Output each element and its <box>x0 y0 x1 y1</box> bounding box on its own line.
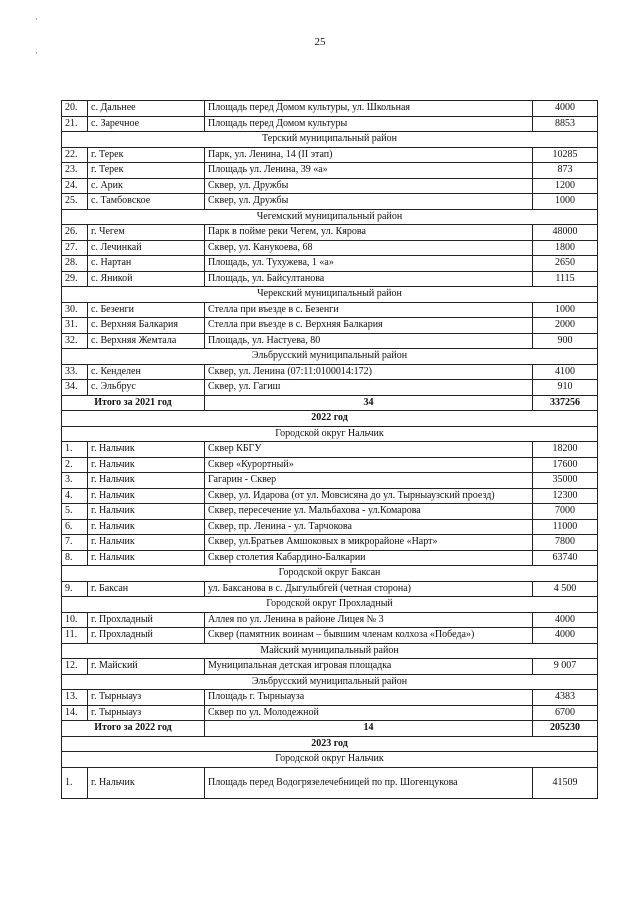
object-location: Сквер КБГУ <box>205 442 533 458</box>
district-name: Городской округ Прохладный <box>62 597 598 613</box>
row-number: 25. <box>62 194 88 210</box>
registry-table-body <box>62 101 598 799</box>
area-value: 10285 <box>533 147 598 163</box>
district-name: Черекский муниципальный район <box>62 287 598 303</box>
area-value: 4 500 <box>533 581 598 597</box>
scan-speck: · <box>35 48 38 58</box>
area-value: 910 <box>533 380 598 396</box>
object-location: Площадь перед Водогрязелечебницей по пр. Шогенцукова <box>205 767 533 798</box>
settlement-name: с. Арик <box>88 178 205 194</box>
settlement-name: г. Нальчик <box>88 535 205 551</box>
table-row <box>62 581 598 597</box>
object-location: Аллея по ул. Ленина в районе Лицея № 3 <box>205 612 533 628</box>
district-header-row <box>62 566 598 582</box>
row-number: 1. <box>62 442 88 458</box>
area-value: 1800 <box>533 240 598 256</box>
district-header-row <box>62 287 598 303</box>
settlement-name: г. Тырныауз <box>88 690 205 706</box>
object-location: Сквер, ул. Дружбы <box>205 194 533 210</box>
object-location: Площадь перед Домом культуры, ул. Школьная <box>205 101 533 117</box>
row-number: 1. <box>62 767 88 798</box>
district-name: Чегемский муниципальный район <box>62 209 598 225</box>
district-name: Городской округ Нальчик <box>62 752 598 768</box>
table-row <box>62 457 598 473</box>
table-row <box>62 271 598 287</box>
settlement-name: г. Чегем <box>88 225 205 241</box>
row-number: 3. <box>62 473 88 489</box>
district-header-row <box>62 752 598 768</box>
area-value: 41509 <box>533 767 598 798</box>
district-name: Эльбрусский муниципальный район <box>62 349 598 365</box>
district-header-row <box>62 674 598 690</box>
object-location: Сквер, пересечение ул. Мальбахова - ул.Комарова <box>205 504 533 520</box>
settlement-name: г. Нальчик <box>88 457 205 473</box>
district-name: Городской округ Баксан <box>62 566 598 582</box>
district-header-row <box>62 349 598 365</box>
year-total-row <box>62 721 598 737</box>
object-location: Сквер по ул. Молодежной <box>205 705 533 721</box>
area-value: 2000 <box>533 318 598 334</box>
settlement-name: с. Нартан <box>88 256 205 272</box>
settlement-name: с. Эльбрус <box>88 380 205 396</box>
area-value: 4100 <box>533 364 598 380</box>
object-location: Площадь г. Тырныауза <box>205 690 533 706</box>
row-number: 6. <box>62 519 88 535</box>
area-value: 900 <box>533 333 598 349</box>
district-header-row <box>62 209 598 225</box>
row-number: 32. <box>62 333 88 349</box>
area-value: 48000 <box>533 225 598 241</box>
settlement-name: г. Нальчик <box>88 519 205 535</box>
district-header-row <box>62 643 598 659</box>
row-number: 14. <box>62 705 88 721</box>
object-location: Сквер, ул. Гагиш <box>205 380 533 396</box>
settlement-name: г. Нальчик <box>88 442 205 458</box>
row-number: 33. <box>62 364 88 380</box>
area-value: 4383 <box>533 690 598 706</box>
year-header-row <box>62 411 598 427</box>
table-row <box>62 256 598 272</box>
district-header-row <box>62 597 598 613</box>
area-value: 873 <box>533 163 598 179</box>
table-row <box>62 612 598 628</box>
row-number: 21. <box>62 116 88 132</box>
settlement-name: с. Тамбовское <box>88 194 205 210</box>
row-number: 29. <box>62 271 88 287</box>
district-name: Терский муниципальный район <box>62 132 598 148</box>
object-location: Сквер (памятник воинам – бывшим членам колхоза «Победа») <box>205 628 533 644</box>
settlement-name: г. Терек <box>88 163 205 179</box>
area-value: 4000 <box>533 628 598 644</box>
total-count: 14 <box>205 721 533 737</box>
table-row <box>62 101 598 117</box>
year-label: 2022 год <box>62 411 598 427</box>
row-number: 24. <box>62 178 88 194</box>
row-number: 12. <box>62 659 88 675</box>
settlement-name: с. Лечинкай <box>88 240 205 256</box>
settlement-name: г. Нальчик <box>88 488 205 504</box>
row-number: 8. <box>62 550 88 566</box>
settlement-name: с. Заречное <box>88 116 205 132</box>
table-row <box>62 240 598 256</box>
object-location: Парк, ул. Ленина, 14 (II этап) <box>205 147 533 163</box>
object-location: Муниципальная детская игровая площадка <box>205 659 533 675</box>
scan-speck: · <box>35 14 38 24</box>
area-value: 1000 <box>533 194 598 210</box>
object-location: Сквер, ул. Идарова (от ул. Мовсисяна до ул. Тырныаузский проезд) <box>205 488 533 504</box>
area-value: 35000 <box>533 473 598 489</box>
table-row <box>62 442 598 458</box>
settlement-name: г. Прохладный <box>88 612 205 628</box>
area-value: 12300 <box>533 488 598 504</box>
table-row <box>62 504 598 520</box>
table-row <box>62 178 598 194</box>
object-location: Стелла при въезде в с. Верхняя Балкария <box>205 318 533 334</box>
object-location: Сквер, ул. Канукоева, 68 <box>205 240 533 256</box>
settlement-name: г. Терек <box>88 147 205 163</box>
district-name: Эльбрусский муниципальный район <box>62 674 598 690</box>
table-row <box>62 318 598 334</box>
district-header-row <box>62 426 598 442</box>
area-value: 17600 <box>533 457 598 473</box>
row-number: 11. <box>62 628 88 644</box>
object-location: ул. Баксанова в с. Дыгулыбгей (четная сторона) <box>205 581 533 597</box>
page-number: 25 <box>314 36 326 48</box>
year-label: 2023 год <box>62 736 598 752</box>
table-row <box>62 550 598 566</box>
table-row <box>62 302 598 318</box>
district-name: Майский муниципальный район <box>62 643 598 659</box>
object-location: Площадь, ул. Тухужева, 1 «а» <box>205 256 533 272</box>
total-value: 205230 <box>533 721 598 737</box>
settlement-name: с. Безенги <box>88 302 205 318</box>
area-value: 4000 <box>533 101 598 117</box>
object-location: Парк в пойме реки Чегем, ул. Кярова <box>205 225 533 241</box>
object-location: Площадь ул. Ленина, 39 «а» <box>205 163 533 179</box>
row-number: 34. <box>62 380 88 396</box>
row-number: 23. <box>62 163 88 179</box>
total-value: 337256 <box>533 395 598 411</box>
row-number: 5. <box>62 504 88 520</box>
row-number: 20. <box>62 101 88 117</box>
object-location: Площадь перед Домом культуры <box>205 116 533 132</box>
settlement-name: г. Нальчик <box>88 473 205 489</box>
area-value: 7000 <box>533 504 598 520</box>
row-number: 9. <box>62 581 88 597</box>
row-number: 4. <box>62 488 88 504</box>
object-location: Сквер, ул. Ленина (07:11:0100014:172) <box>205 364 533 380</box>
table-row <box>62 147 598 163</box>
area-value: 6700 <box>533 705 598 721</box>
object-location: Площадь, ул. Настуева, 80 <box>205 333 533 349</box>
total-label: Итого за 2021 год <box>62 395 205 411</box>
area-value: 8853 <box>533 116 598 132</box>
object-location: Сквер «Курортный» <box>205 457 533 473</box>
settlement-name: с. Верхняя Балкария <box>88 318 205 334</box>
table-row <box>62 163 598 179</box>
area-value: 1115 <box>533 271 598 287</box>
object-location: Сквер столетия Кабардино-Балкарии <box>205 550 533 566</box>
district-name: Городской округ Нальчик <box>62 426 598 442</box>
row-number: 28. <box>62 256 88 272</box>
object-location: Стелла при въезде в с. Безенги <box>205 302 533 318</box>
table-row <box>62 659 598 675</box>
settlement-name: г. Нальчик <box>88 550 205 566</box>
table-row <box>62 705 598 721</box>
settlement-name: с. Яникой <box>88 271 205 287</box>
table-row <box>62 380 598 396</box>
area-value: 63740 <box>533 550 598 566</box>
table-row <box>62 473 598 489</box>
table-row <box>62 116 598 132</box>
settlement-name: г. Баксан <box>88 581 205 597</box>
table-row <box>62 535 598 551</box>
row-number: 31. <box>62 318 88 334</box>
object-location: Площадь, ул. Байсултанова <box>205 271 533 287</box>
area-value: 1000 <box>533 302 598 318</box>
settlement-name: с. Дальнее <box>88 101 205 117</box>
object-location: Сквер, ул.Братьев Амшоковых в микрорайоне «Нарт» <box>205 535 533 551</box>
year-header-row <box>62 736 598 752</box>
table-row <box>62 767 598 798</box>
row-number: 22. <box>62 147 88 163</box>
row-number: 13. <box>62 690 88 706</box>
table-row <box>62 364 598 380</box>
row-number: 7. <box>62 535 88 551</box>
settlement-name: с. Верхняя Жемтала <box>88 333 205 349</box>
object-location: Сквер, ул. Дружбы <box>205 178 533 194</box>
area-value: 18200 <box>533 442 598 458</box>
settlement-name: г. Майский <box>88 659 205 675</box>
table-row <box>62 333 598 349</box>
settlement-name: г. Нальчик <box>88 767 205 798</box>
total-count: 34 <box>205 395 533 411</box>
object-location: Сквер, пр. Ленина - ул. Тарчокова <box>205 519 533 535</box>
area-value: 9 007 <box>533 659 598 675</box>
area-value: 2650 <box>533 256 598 272</box>
year-total-row <box>62 395 598 411</box>
area-value: 4000 <box>533 612 598 628</box>
area-value: 7800 <box>533 535 598 551</box>
registry-table <box>61 100 598 799</box>
total-label: Итого за 2022 год <box>62 721 205 737</box>
area-value: 1200 <box>533 178 598 194</box>
settlement-name: г. Прохладный <box>88 628 205 644</box>
table-row <box>62 519 598 535</box>
object-location: Гагарин - Сквер <box>205 473 533 489</box>
row-number: 30. <box>62 302 88 318</box>
settlement-name: г. Нальчик <box>88 504 205 520</box>
row-number: 26. <box>62 225 88 241</box>
area-value: 11000 <box>533 519 598 535</box>
row-number: 27. <box>62 240 88 256</box>
settlement-name: с. Кенделен <box>88 364 205 380</box>
table-row <box>62 628 598 644</box>
row-number: 2. <box>62 457 88 473</box>
table-row <box>62 690 598 706</box>
settlement-name: г. Тырныауз <box>88 705 205 721</box>
district-header-row <box>62 132 598 148</box>
table-row <box>62 194 598 210</box>
row-number: 10. <box>62 612 88 628</box>
table-row <box>62 225 598 241</box>
table-row <box>62 488 598 504</box>
